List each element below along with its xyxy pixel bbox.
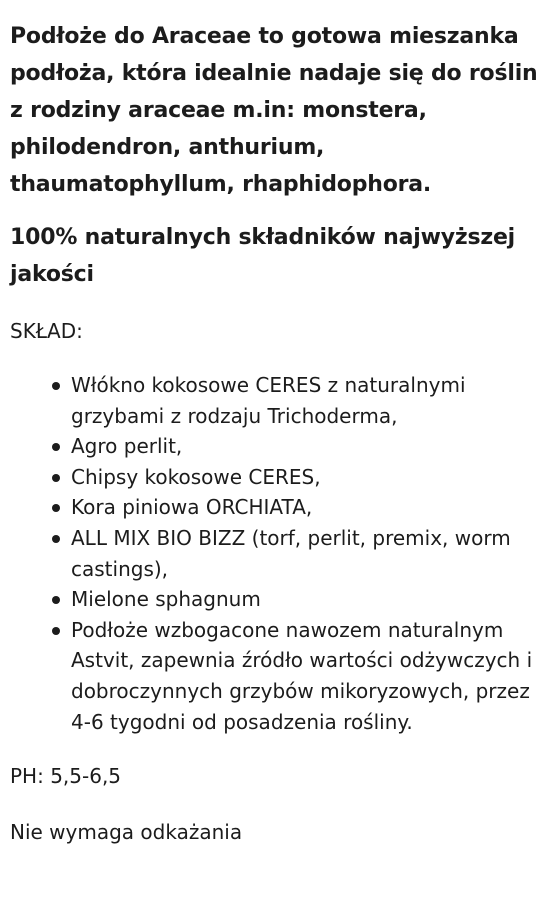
list-item [71, 615, 546, 737]
ingredients-list [10, 370, 546, 737]
bullet-icon [52, 474, 60, 482]
bullet-icon [52, 382, 60, 390]
list-item-text: Podłoże wzbogacone nawozem naturalnym Astvit, zapewnia źródło wartości odżywczych i dobroczynnych grzybów mikoryzowych, przez 4-6 tygodni od posadzenia rośliny. [71, 617, 533, 734]
composition-label: SKŁAD: [10, 319, 83, 343]
bullet-icon [52, 443, 60, 451]
list-item [71, 462, 546, 493]
list-item-text: Mielone sphagnum [71, 587, 261, 612]
list-item-text: ALL MIX BIO BIZZ (torf, perlit, premix, worm castings), [71, 525, 511, 581]
disinfection-note: Nie wymaga odkażania [10, 820, 243, 845]
bullet-icon [52, 504, 60, 512]
list-item-text: Włókno kokosowe CERES z naturalnymi grzybami z rodzaju Trichoderma, [71, 373, 466, 428]
bullet-icon [52, 535, 60, 543]
intro-paragraph: Podłoże do Araceae to gotowa mieszanka podłoża, która idealnie nadaje się do roślin z rodziny araceae m.in: monstera, philodendron, anthurium, thaumatophyllum, rhaphidophora. [10, 24, 538, 197]
bullet-icon [52, 627, 60, 635]
ph-value: PH: 5,5-6,5 [10, 764, 122, 789]
bullet-icon [52, 596, 60, 604]
list-item [71, 584, 546, 615]
list-item [71, 492, 546, 523]
list-item [71, 370, 546, 431]
list-item-text: Agro perlit, [71, 434, 183, 459]
product-description [10, 18, 546, 847]
list-item [71, 523, 546, 584]
list-item-text: Chipsy kokosowe CERES, [71, 464, 321, 489]
natural-ingredients-heading: 100% naturalnych składników najwyższej jakości [10, 225, 516, 287]
list-item-text: Kora piniowa ORCHIATA, [71, 495, 313, 520]
list-item [71, 431, 546, 462]
